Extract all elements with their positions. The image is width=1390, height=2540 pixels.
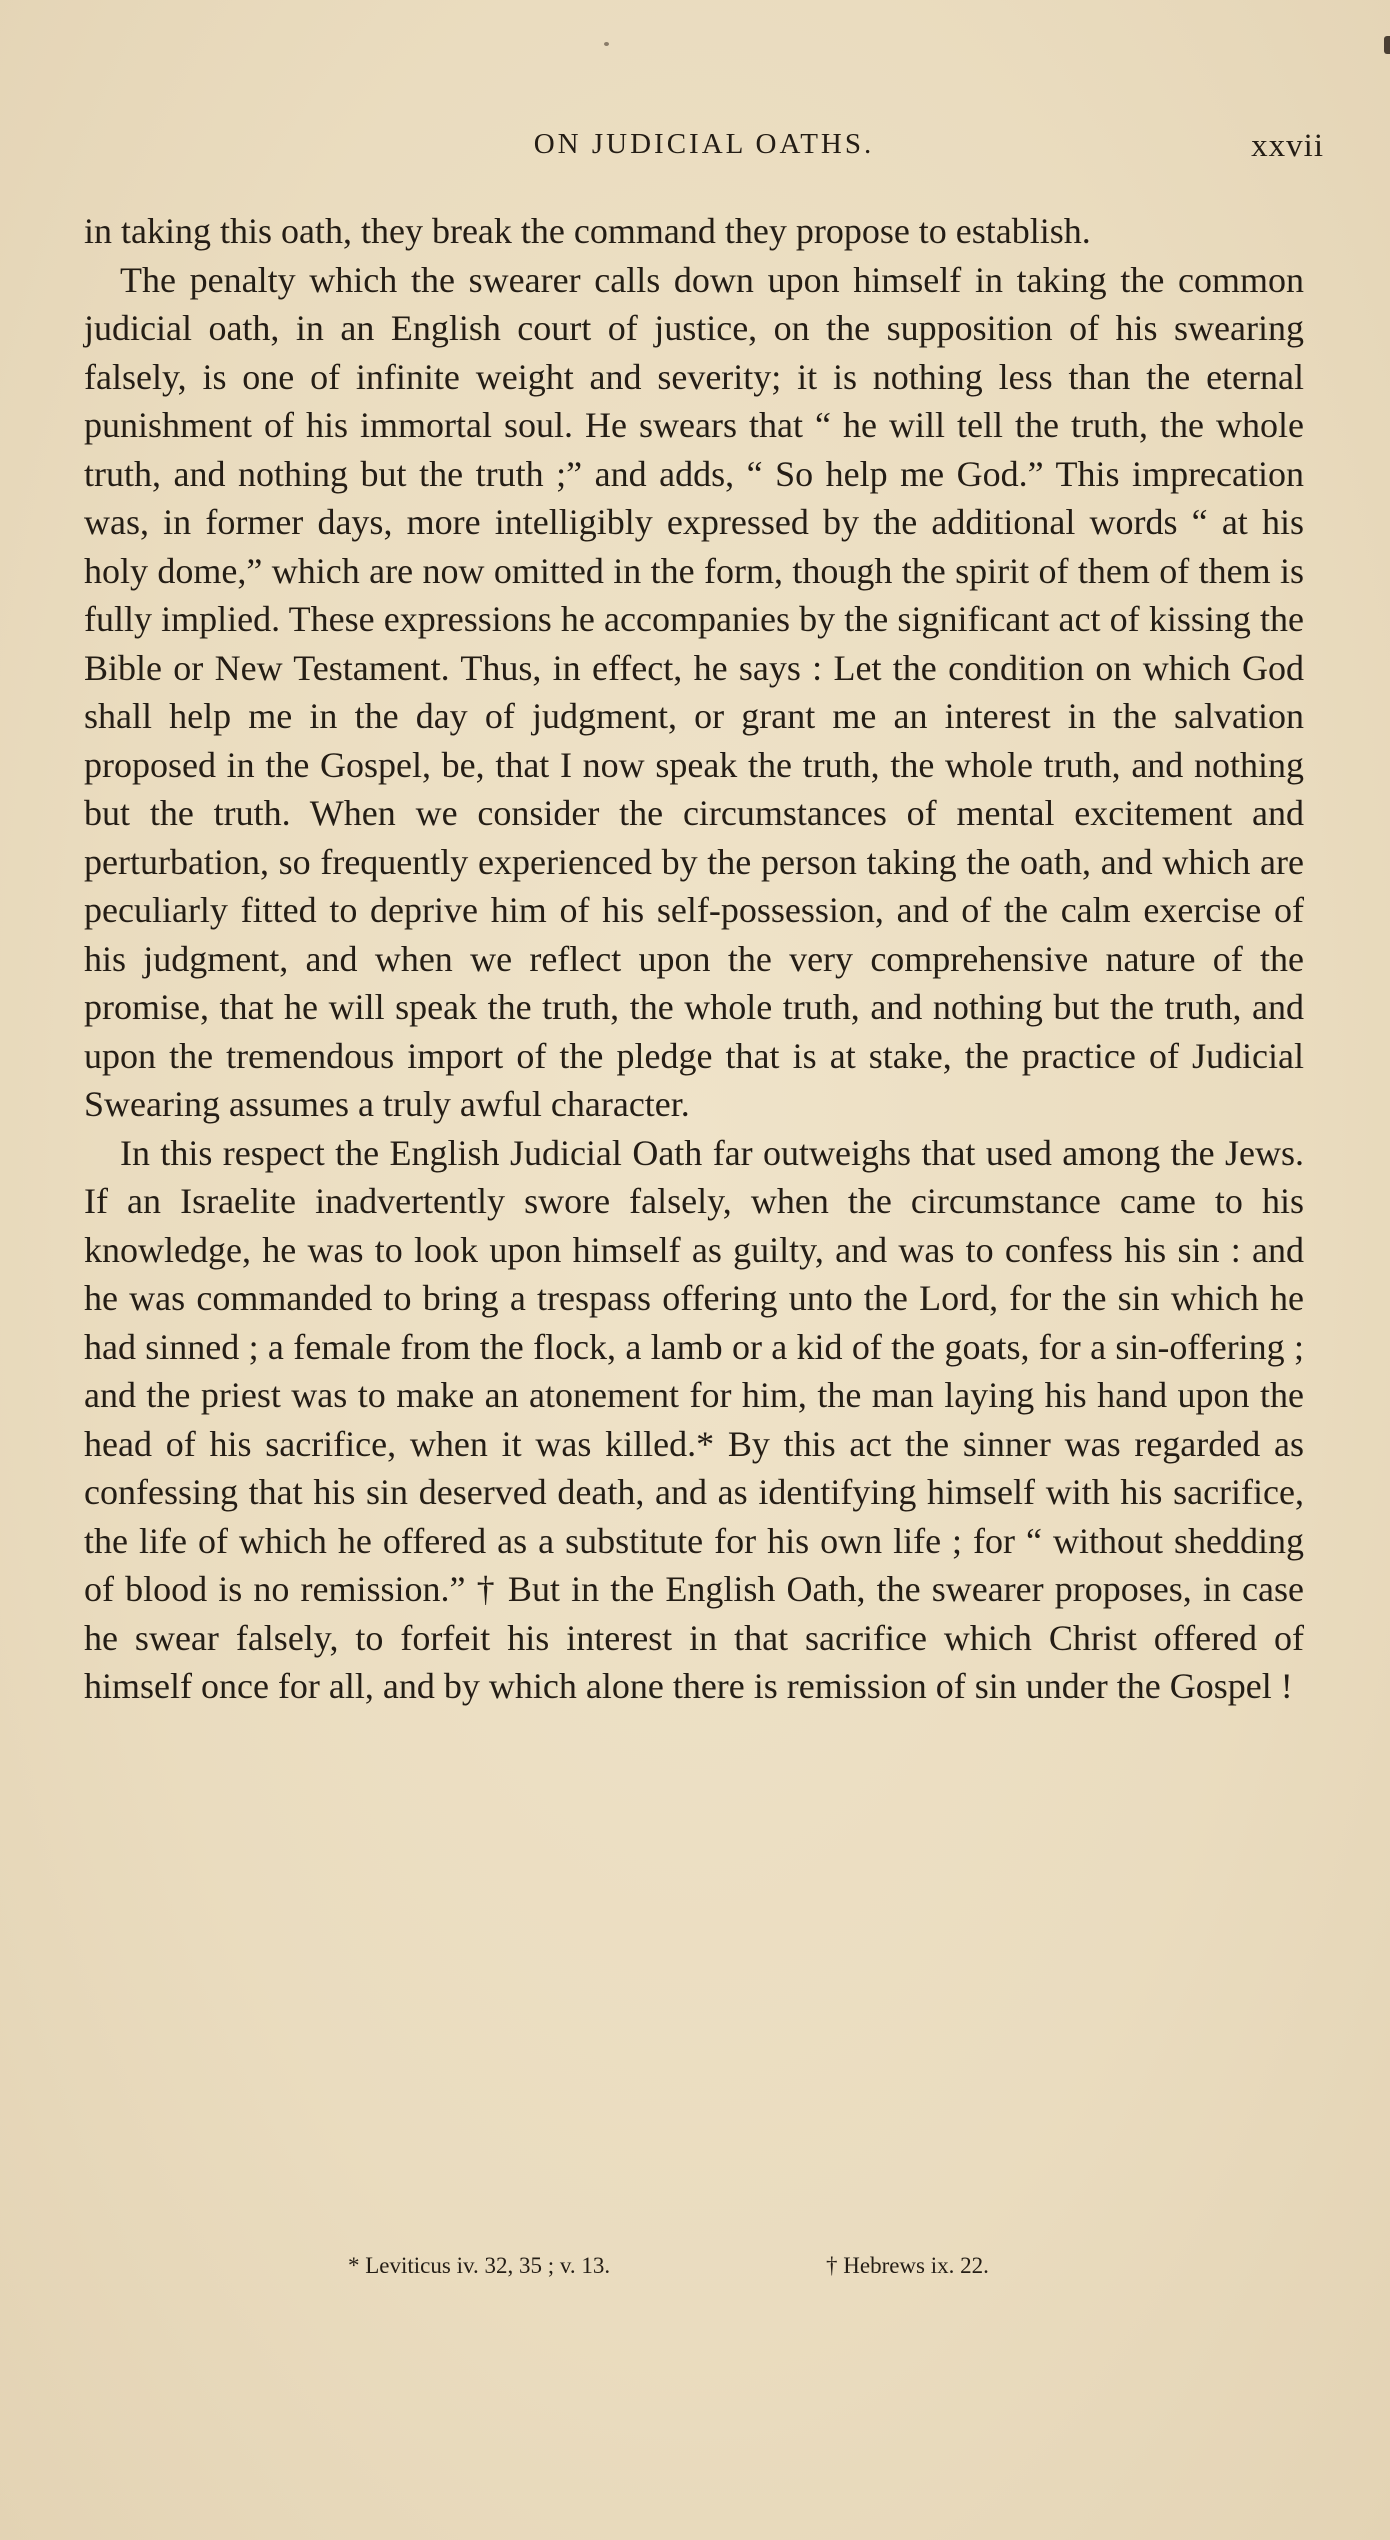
- running-head: [84, 128, 1324, 178]
- page-edge-mark: [1384, 36, 1390, 54]
- body-text: [84, 207, 1304, 1711]
- footnote-hebrews: † Hebrews ix. 22.: [826, 2253, 989, 2278]
- paragraph-continuation: in taking this oath, they break the command they propose to establish.: [84, 211, 1091, 251]
- paragraph-jewish-comparison: In this respect the English Judicial Oath far outweighs that used among the Jews. If an Israelite inadvertently swore falsely, when the circumstance came to his knowledge, he was to look upon himself as guilty, and was to confess his sin : and he was commanded to bring a trespass offering unto the Lord, for the sin which he had sinned ; a female from the flock, a lamb or a kid of the goats, for a sin-offering ; and the priest was to make an atonement for him, the man laying his hand upon the head of his sacrifice, when it was killed.* By this act the sinner was regarded as confessing that his sin deserved death, and as identifying himself with his sacrifice, the life of which he offered as a substitute for his own life ; for “ without shedding of blood is no remission.” † But in the English Oath, the swearer proposes, in case he swear falsely, to forfeit his interest in that sacrifice which Christ offered of himself once for all, and by which alone there is remission of sin under the Gospel !: [84, 1132, 1304, 1706]
- footnote-leviticus: * Leviticus iv. 32, 35 ; v. 13.: [348, 2253, 611, 2278]
- running-title: ON JUDICIAL OATHS.: [533, 128, 875, 160]
- paragraph-penalty: The penalty which the swearer calls down upon himself in taking the common judicial oath, in an English court of justice, on the supposition of his swearing falsely, is one of infinite weight and severity; it is nothing less than the eternal punishment of his immortal soul. He swears that “ he will tell the truth, the whole truth, and nothing but the truth ;” and adds, “ So help me God.” This imprecation was, in former days, more intelligibly expressed by the additional words “ at his holy dome,” which are now omitted in the form, though the spirit of them of them is fully implied. These expressions he accompanies by the significant act of kissing the Bible or New Testament. Thus, in effect, he says : Let the condition on which God shall help me in the day of judgment, or grant me an interest in the salvation proposed in the Gospel, be, that I now speak the truth, the whole truth, and nothing but the truth. When we consider the circumstances of mental excitement and perturbation, so frequently experienced by the person taking the oath, and which are peculiarly fitted to deprive him of his self-possession, and of the calm exercise of his judgment, and when we reflect upon the very comprehensive nature of the promise, that he will speak the truth, the whole truth, and nothing but the truth, and upon the tremendous import of the pledge that is at stake, the practice of Judicial Swearing assumes a truly awful character.: [84, 259, 1304, 1124]
- page-number: xxvii: [1251, 128, 1324, 164]
- paper-speck: [604, 42, 609, 46]
